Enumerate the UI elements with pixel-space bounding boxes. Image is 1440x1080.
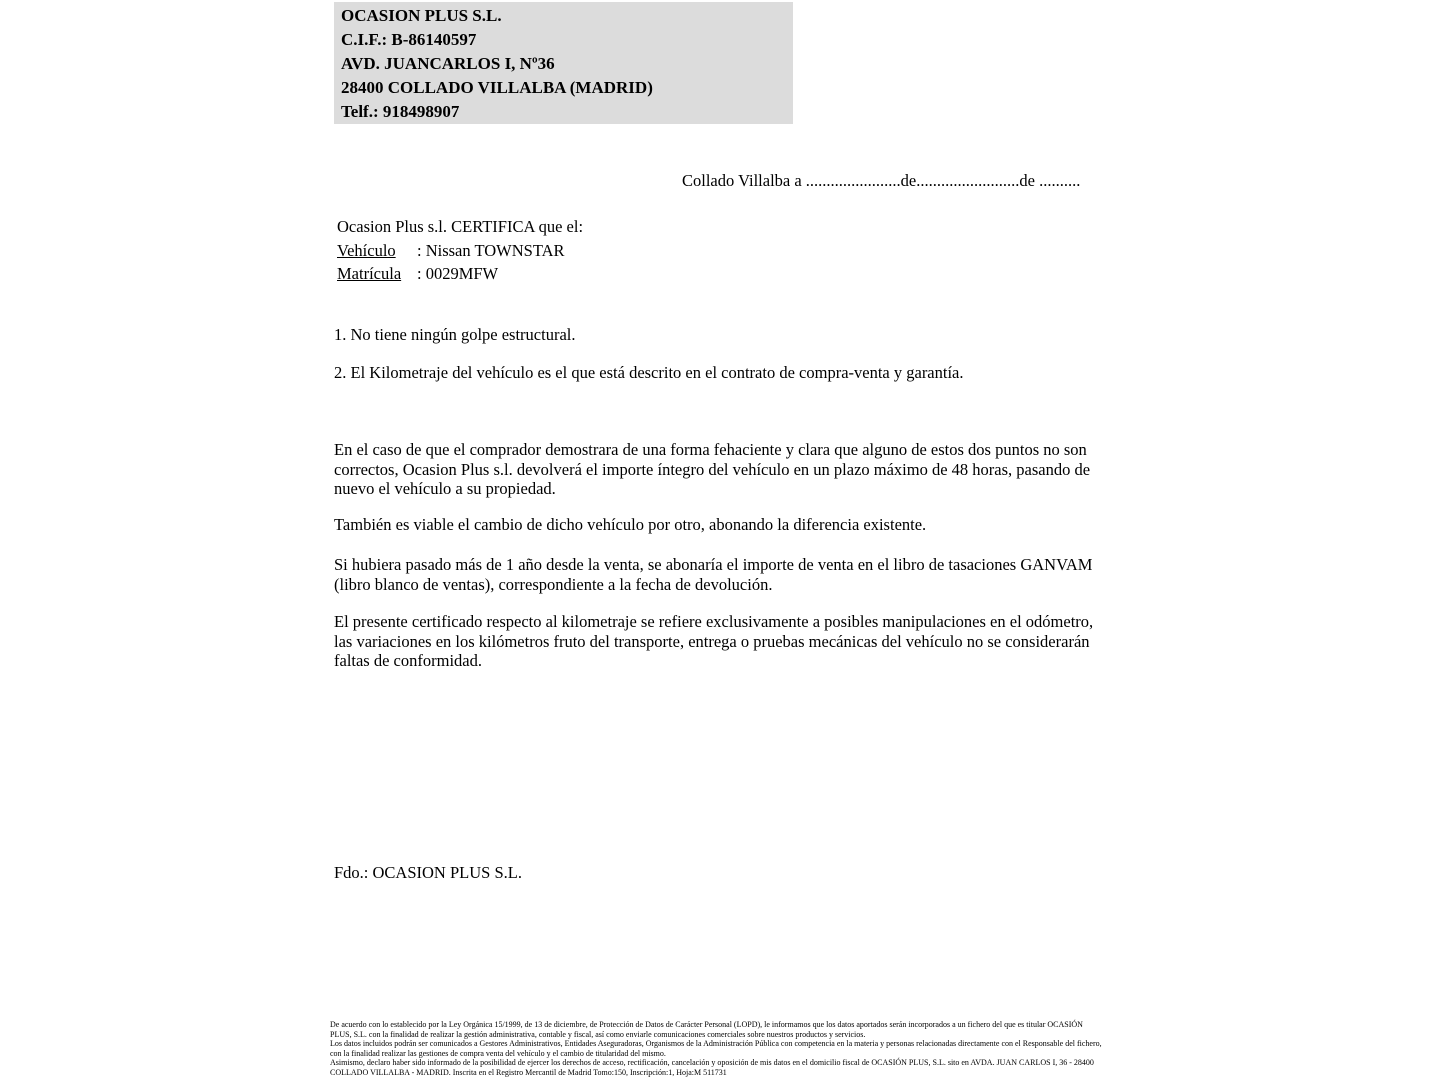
refund-paragraph: En el caso de que el comprador demostrara de una forma fehaciente y clara que alguno de estos dos puntos no son correctos, Ocasion Plus s.l. devolverá el importe íntegro del vehículo en un plazo máximo de 48 horas, pasando de nuevo el vehículo a su propiedad. [334,440,1091,498]
legal-footer [330,1020,1102,1078]
legal-paragraph-lopd: De acuerdo con lo establecido por la Ley Orgánica 15/1999, de 13 de diciembre, de Protección de Datos de Carácter Personal (LOPD), le informamos que los datos aportados serán incorporados a un fichero del que es titular OCASIÓN PLUS, S.L. con la finalidad de realizar la gestión administrativa, contable y fiscal, así como enviarle comunicaciones comerciales sobre nuestros productos y servicios. [330,1020,1083,1039]
company-address: AVD. JUANCARLOS I, Nº36 [341,54,555,73]
legal-paragraph-data-sharing: Los datos incluidos podrán ser comunicados a Gestores Administrativos, Entidades Aseguradoras, Organismos de la Administración Pública con competencia en la materia y personas relacionadas directamente con el Responsable del fichero, con la finalidad realizar las gestiones de compra venta del vehículo y el cambio de titularidad del mismo. [330,1039,1102,1058]
ganvam-paragraph: Si hubiera pasado más de 1 año desde la venta, se abonaría el importe de venta en el libro de tasaciones GANVAM (libro blanco de ventas), correspondiente a la fecha de devolución. [334,555,1093,594]
plate-value: : 0029MFW [417,264,499,283]
vehicle-label-cell [337,239,417,263]
legal-paragraph-rights: Asimismo, declaro haber sido informado de la posibilidad de ejercer los derechos de acceso, rectificación, cancelación y oposición de mis datos en el domicilio fiscal de OCASIÓN PLUS, S.L. sito en AVDA. JUAN CARLOS I, 36 - 28400 COLLADO VILLALBA - MADRID. Inscrita en el Registro Mercantil de Madrid Tomo:150, Inscripción:1, Hoja:M 511731 [330,1058,1094,1077]
certify-intro: Ocasion Plus s.l. CERTIFICA que el: [337,217,584,236]
company-phone: Telf.: 918498907 [341,102,460,121]
company-letterhead-box [334,2,793,124]
certification-block [337,215,583,286]
certified-point-1: 1. No tiene ningún golpe estructural. [334,325,576,344]
plate-label-cell [337,262,417,286]
certified-point-2: 2. El Kilometraje del vehículo es el que está descrito en el contrato de compra-venta y garantía. [334,363,964,382]
vehicle-row [337,239,583,263]
vehicle-label: Vehículo [337,240,396,260]
plate-label: Matrícula [337,264,402,283]
company-cif: C.I.F.: B-86140597 [341,30,477,49]
company-city: 28400 COLLADO VILLALBA (MADRID) [341,78,653,97]
exchange-paragraph: También es viable el cambio de dicho vehículo por otro, abonando la diferencia existente. [334,515,927,534]
plate-row [337,262,583,286]
signature-line: Fdo.: OCASION PLUS S.L. [334,863,522,882]
vehicle-value: : Nissan TOWNSTAR [417,240,565,260]
odometer-paragraph: El presente certificado respecto al kilometraje se refiere exclusivamente a posibles manipulaciones en el odómetro, las variaciones en los kilómetros fruto del transporte, entrega o pruebas mecánicas del vehículo no se considerarán faltas de conformidad. [334,612,1094,670]
date-fill-in-line: Collado Villalba a .......................de.........................de .......... [682,171,1081,190]
company-name: OCASION PLUS S.L. [341,6,502,25]
